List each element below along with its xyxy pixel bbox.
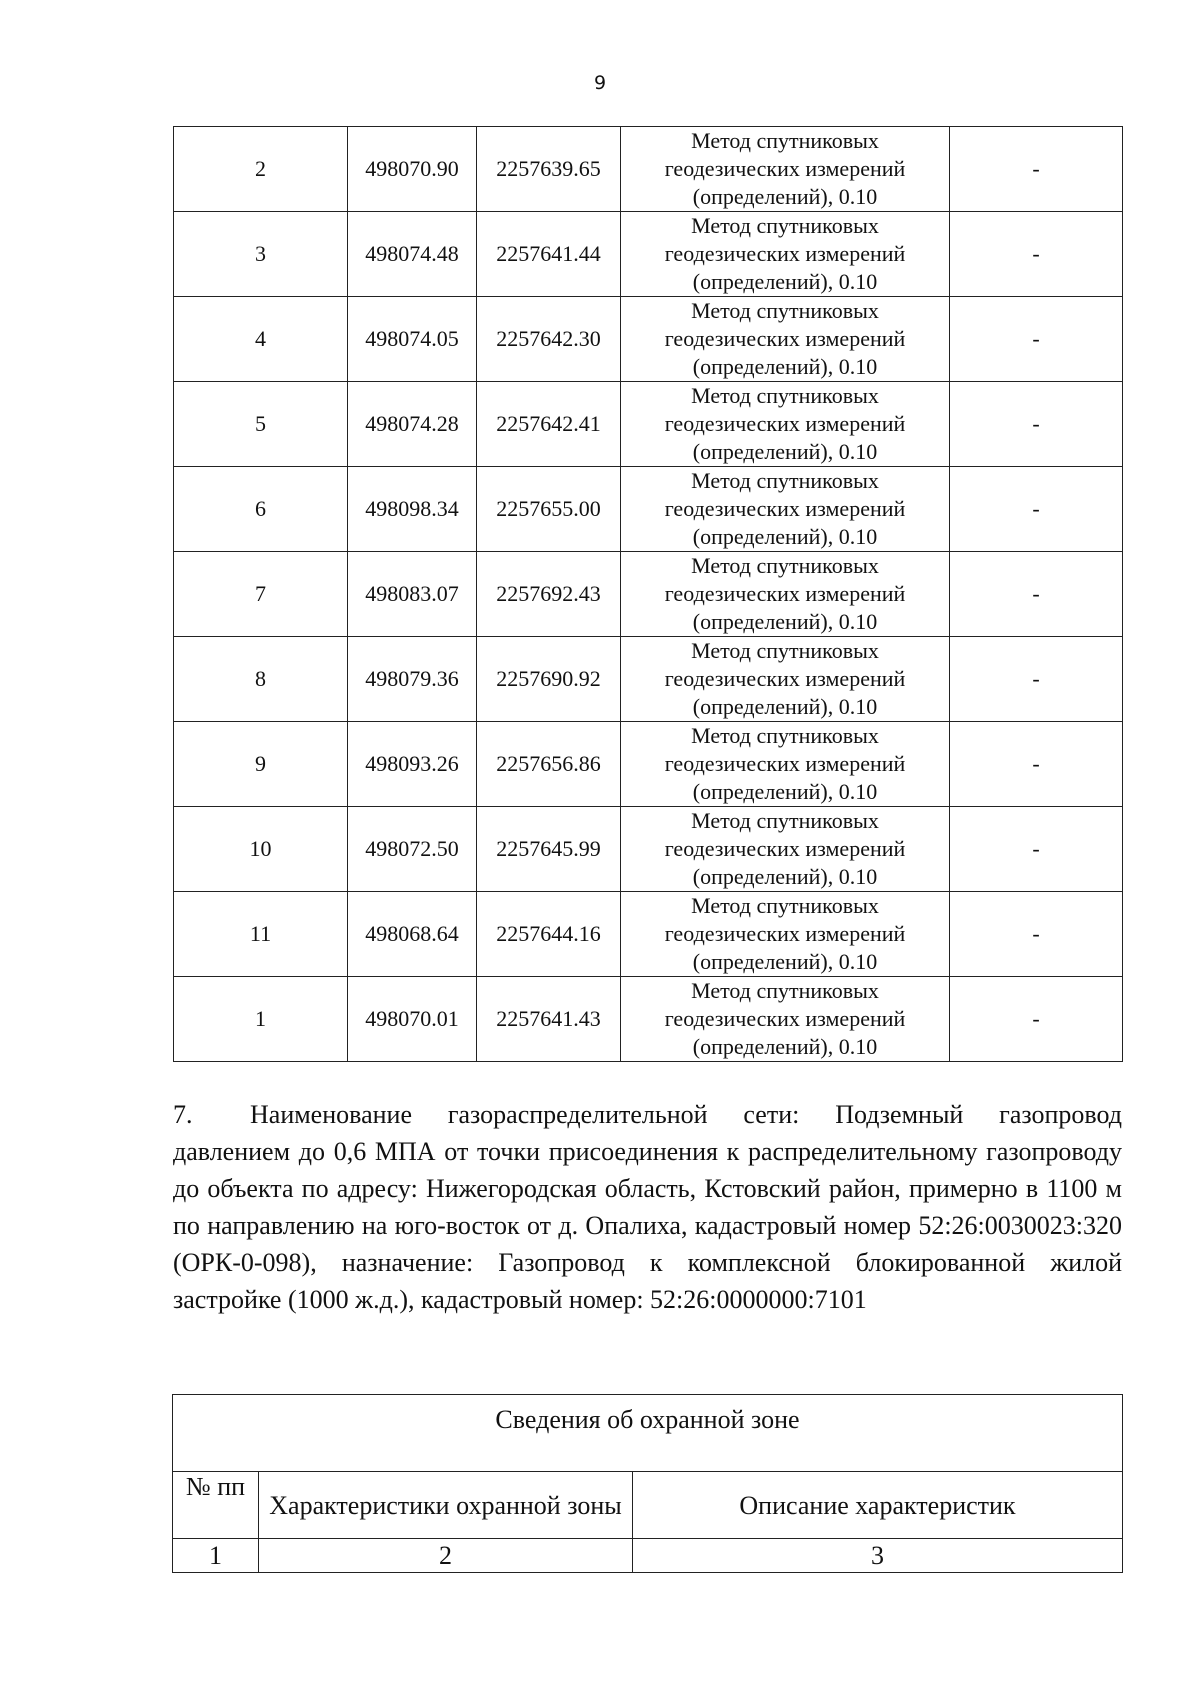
method-line: геодезических измерений [664,156,906,181]
method-cell [621,382,950,467]
method-line: (определений), 0.10 [692,779,878,804]
note-cell: - [950,807,1123,892]
point-number-cell: 3 [174,212,348,297]
method-line: Метод спутниковых [691,468,879,493]
note-cell: - [950,212,1123,297]
x-coordinate-cell: 498068.64 [348,892,477,977]
protection-zone-table [172,1394,1123,1573]
method-cell [621,722,950,807]
x-coordinate-cell: 498079.36 [348,637,477,722]
zone-col-number-1: 1 [173,1539,259,1573]
point-number-cell: 6 [174,467,348,552]
zone-header-description: Описание характеристик [633,1472,1123,1539]
y-coordinate-cell: 2257655.00 [477,467,621,552]
method-line: Метод спутниковых [691,893,879,918]
y-coordinate-cell: 2257639.65 [477,127,621,212]
method-line: Метод спутниковых [691,723,879,748]
note-cell: - [950,467,1123,552]
table-row [174,297,1123,382]
method-line: (определений), 0.10 [692,354,878,379]
method-line: (определений), 0.10 [692,609,878,634]
method-cell [621,977,950,1062]
table-row [174,382,1123,467]
method-cell [621,807,950,892]
x-coordinate-cell: 498074.05 [348,297,477,382]
table-row [174,977,1123,1062]
method-line: (определений), 0.10 [692,184,878,209]
method-cell [621,297,950,382]
x-coordinate-cell: 498093.26 [348,722,477,807]
method-line: геодезических измерений [664,326,906,351]
zone-header-number: № пп [173,1472,259,1539]
table-row [174,807,1123,892]
method-cell [621,892,950,977]
point-number-cell: 7 [174,552,348,637]
y-coordinate-cell: 2257644.16 [477,892,621,977]
method-line: Метод спутниковых [691,808,879,833]
coordinates-table [173,126,1123,1062]
y-coordinate-cell: 2257641.43 [477,977,621,1062]
x-coordinate-cell: 498098.34 [348,467,477,552]
method-cell [621,127,950,212]
zone-header-characteristics: Характеристики охранной зоны [259,1472,633,1539]
section-7-paragraph [173,1096,1122,1318]
note-cell: - [950,382,1123,467]
table-row [174,722,1123,807]
x-coordinate-cell: 498070.90 [348,127,477,212]
y-coordinate-cell: 2257641.44 [477,212,621,297]
table-row [174,552,1123,637]
note-cell: - [950,722,1123,807]
method-line: Метод спутниковых [691,638,879,663]
y-coordinate-cell: 2257645.99 [477,807,621,892]
method-line: Метод спутниковых [691,553,879,578]
note-cell: - [950,977,1123,1062]
method-cell [621,637,950,722]
point-number-cell: 8 [174,637,348,722]
method-line: геодезических измерений [664,496,906,521]
note-cell: - [950,637,1123,722]
section-number: 7. [173,1100,193,1129]
method-line: (определений), 0.10 [692,439,878,464]
point-number-cell: 4 [174,297,348,382]
point-number-cell: 1 [174,977,348,1062]
x-coordinate-cell: 498072.50 [348,807,477,892]
method-line: геодезических измерений [664,666,906,691]
method-line: Метод спутниковых [691,128,879,153]
point-number-cell: 2 [174,127,348,212]
point-number-cell: 11 [174,892,348,977]
method-line: (определений), 0.10 [692,524,878,549]
table-row [174,892,1123,977]
method-line: геодезических измерений [664,921,906,946]
table-row [174,212,1123,297]
note-cell: - [950,127,1123,212]
method-cell [621,212,950,297]
x-coordinate-cell: 498074.28 [348,382,477,467]
point-number-cell: 10 [174,807,348,892]
table-row [174,127,1123,212]
method-line: (определений), 0.10 [692,694,878,719]
table-row [174,467,1123,552]
method-line: (определений), 0.10 [692,949,878,974]
method-line: (определений), 0.10 [692,1034,878,1059]
method-line: Метод спутниковых [691,213,879,238]
method-line: геодезических измерений [664,411,906,436]
x-coordinate-cell: 498074.48 [348,212,477,297]
y-coordinate-cell: 2257642.41 [477,382,621,467]
method-line: геодезических измерений [664,241,906,266]
page-number: 9 [593,72,607,94]
point-number-cell: 5 [174,382,348,467]
table-row [174,637,1123,722]
method-line: Метод спутниковых [691,298,879,323]
method-line: геодезических измерений [664,836,906,861]
note-cell: - [950,297,1123,382]
y-coordinate-cell: 2257656.86 [477,722,621,807]
section-text: Наименование газораспределительной сети: Подземный газопровод давлением до 0,6 МПА от точки присоединения к распределительному газопроводу до объекта по адресу: Нижегородская область, Кстовский район, примерно в 1100 м по направлению на юго-восток от д. Опалиха, кадастровый номер 52:26:0030023:320 (ОРК-0-098), назначение: Газопровод к комплексной блокированной жилой застройке (1000 ж.д.), кадастровый номер: 52:26:0000000:7101 [173,1100,1122,1314]
y-coordinate-cell: 2257690.92 [477,637,621,722]
note-cell: - [950,552,1123,637]
x-coordinate-cell: 498070.01 [348,977,477,1062]
point-number-cell: 9 [174,722,348,807]
zone-table-title: Сведения об охранной зоне [173,1395,1123,1472]
method-line: (определений), 0.10 [692,864,878,889]
y-coordinate-cell: 2257642.30 [477,297,621,382]
method-cell [621,467,950,552]
zone-col-number-3: 3 [633,1539,1123,1573]
method-line: Метод спутниковых [691,978,879,1003]
method-line: геодезических измерений [664,1006,906,1031]
method-line: Метод спутниковых [691,383,879,408]
method-line: геодезических измерений [664,581,906,606]
note-cell: - [950,892,1123,977]
x-coordinate-cell: 498083.07 [348,552,477,637]
method-cell [621,552,950,637]
method-line: геодезических измерений [664,751,906,776]
y-coordinate-cell: 2257692.43 [477,552,621,637]
method-line: (определений), 0.10 [692,269,878,294]
zone-col-number-2: 2 [259,1539,633,1573]
